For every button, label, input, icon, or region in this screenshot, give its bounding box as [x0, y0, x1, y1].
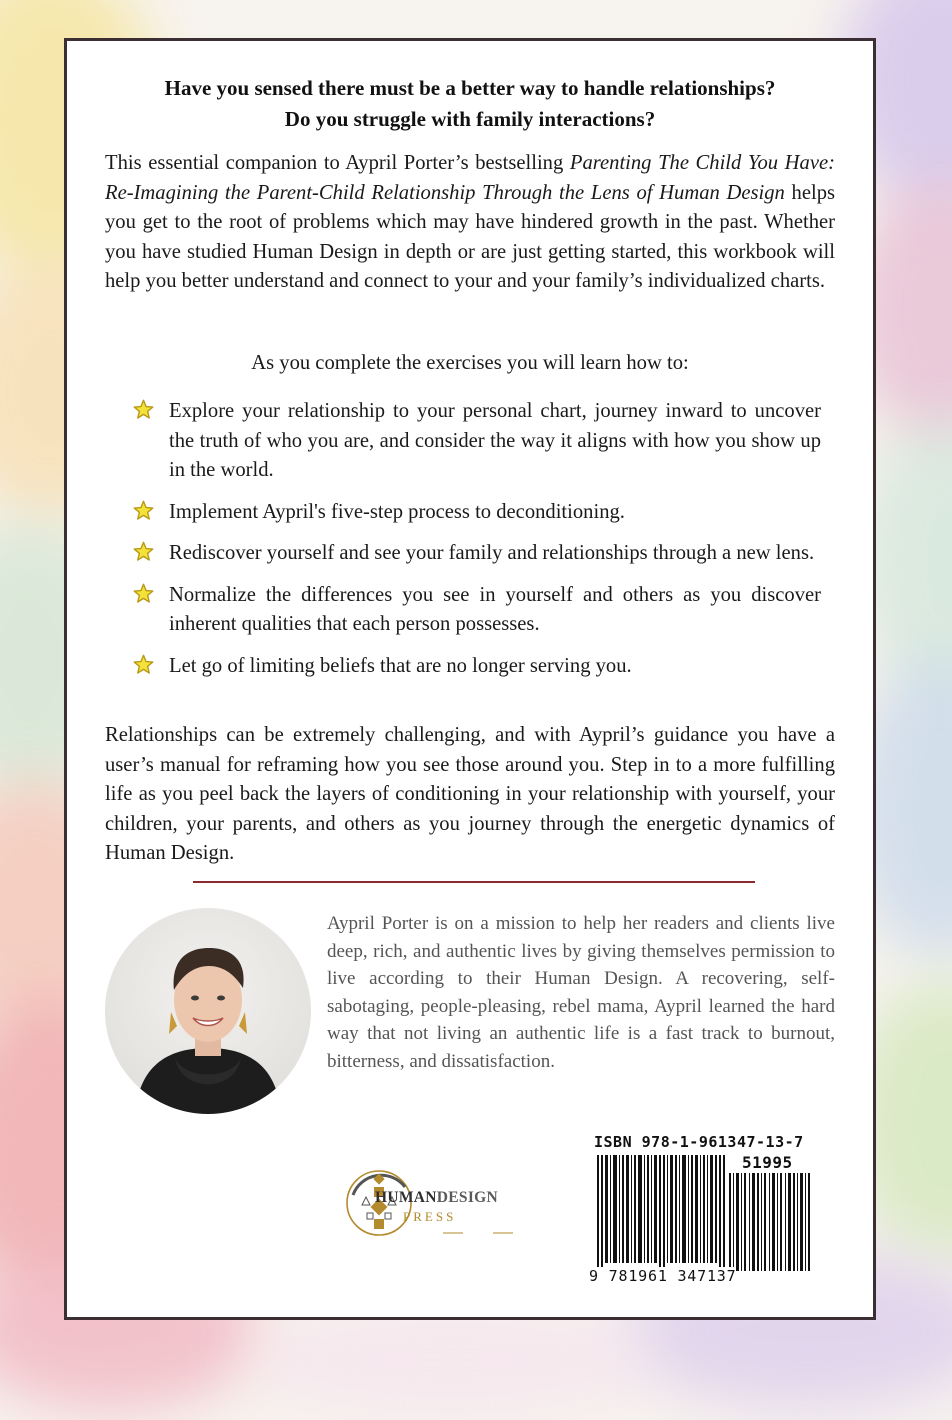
closing-paragraph: Relationships can be extremely challenging, and with Aypril’s guidance you have a user’s manual for reframing how you see those around you. Step in to a more fulfilling life as you peel back the layers of conditioning in your relationship with yourself, your children, your parents, and others as you journey through the energetic dynamics of Human Design. — [105, 724, 835, 864]
list-item-text: Implement Aypril's five-step process to deconditioning. — [169, 500, 625, 523]
author-portrait-illustration — [105, 908, 311, 1114]
star-icon — [133, 399, 154, 420]
benefit-list — [133, 397, 821, 693]
list-item — [133, 581, 821, 640]
isbn-number: ISBN 978-1-961347-13-7 — [594, 1133, 804, 1151]
list-item — [133, 652, 821, 682]
list-item-text: Explore your relationship to your personal chart, journey inward to uncover the truth of who you are, and consider the way it aligns with how you show up in the world. — [169, 400, 821, 481]
list-item — [133, 498, 821, 528]
headline-line-1: Have you sensed there must be a better way to handle relationships? — [164, 76, 776, 100]
star-icon — [133, 500, 154, 521]
star-icon — [133, 541, 154, 562]
list-item — [133, 539, 821, 569]
intro-text-2: helps you get to the root of problems which may have hindered growth in the past. Whether you have studied Human Design in depth or are just getting started, this workbook will help you better understand and connect to your and your family’s individualized charts. — [105, 181, 835, 292]
barcode-digits: 9 781961 347137 — [589, 1267, 737, 1285]
back-cover-panel — [64, 38, 876, 1320]
star-icon — [133, 654, 154, 675]
intro-text-1: This essential companion to Aypril Porter’s bestselling — [105, 152, 570, 174]
divider — [193, 881, 755, 883]
list-item — [133, 397, 821, 486]
bullet-lead-in: As you complete the exercises you will learn how to: — [251, 352, 689, 374]
isbn-barcode — [589, 1133, 821, 1289]
list-item-text: Rediscover yourself and see your family and relationships through a new lens. — [169, 542, 815, 564]
author-bio: Aypril Porter is on a mission to help her readers and clients live deep, rich, and authentic lives by giving themselves permission to live according to their Human Design. A recovering, self-sabotaging, people-pleasing, rebel mama, Aypril learned the hard way that not living an authentic life is a fast track to burnout, bitterness, and dissatisfaction. — [327, 913, 835, 1072]
headline — [97, 73, 843, 135]
publisher-press: PRESS — [403, 1209, 457, 1224]
publisher-name — [375, 1189, 498, 1207]
intro-paragraph — [105, 149, 835, 297]
publisher-name-part2: DESIGN — [436, 1189, 499, 1206]
star-icon — [133, 583, 154, 604]
barcode-bars — [589, 1133, 821, 1289]
list-item-text: Normalize the differences you see in yourself and others as you discover inherent qualities that each person possesses. — [169, 583, 821, 635]
publisher-name-part1: HUMAN — [375, 1189, 437, 1206]
book-title: Parenting The Child You Have: Re-Imagining the Parent-Child Relationship Through the Lens of Human Design — [105, 152, 835, 204]
list-item-text: Let go of limiting beliefs that are no longer serving you. — [169, 654, 632, 677]
price-code: 51995 — [742, 1153, 793, 1172]
author-photo — [105, 908, 311, 1114]
headline-line-2: Do you struggle with family interactions? — [284, 107, 656, 131]
